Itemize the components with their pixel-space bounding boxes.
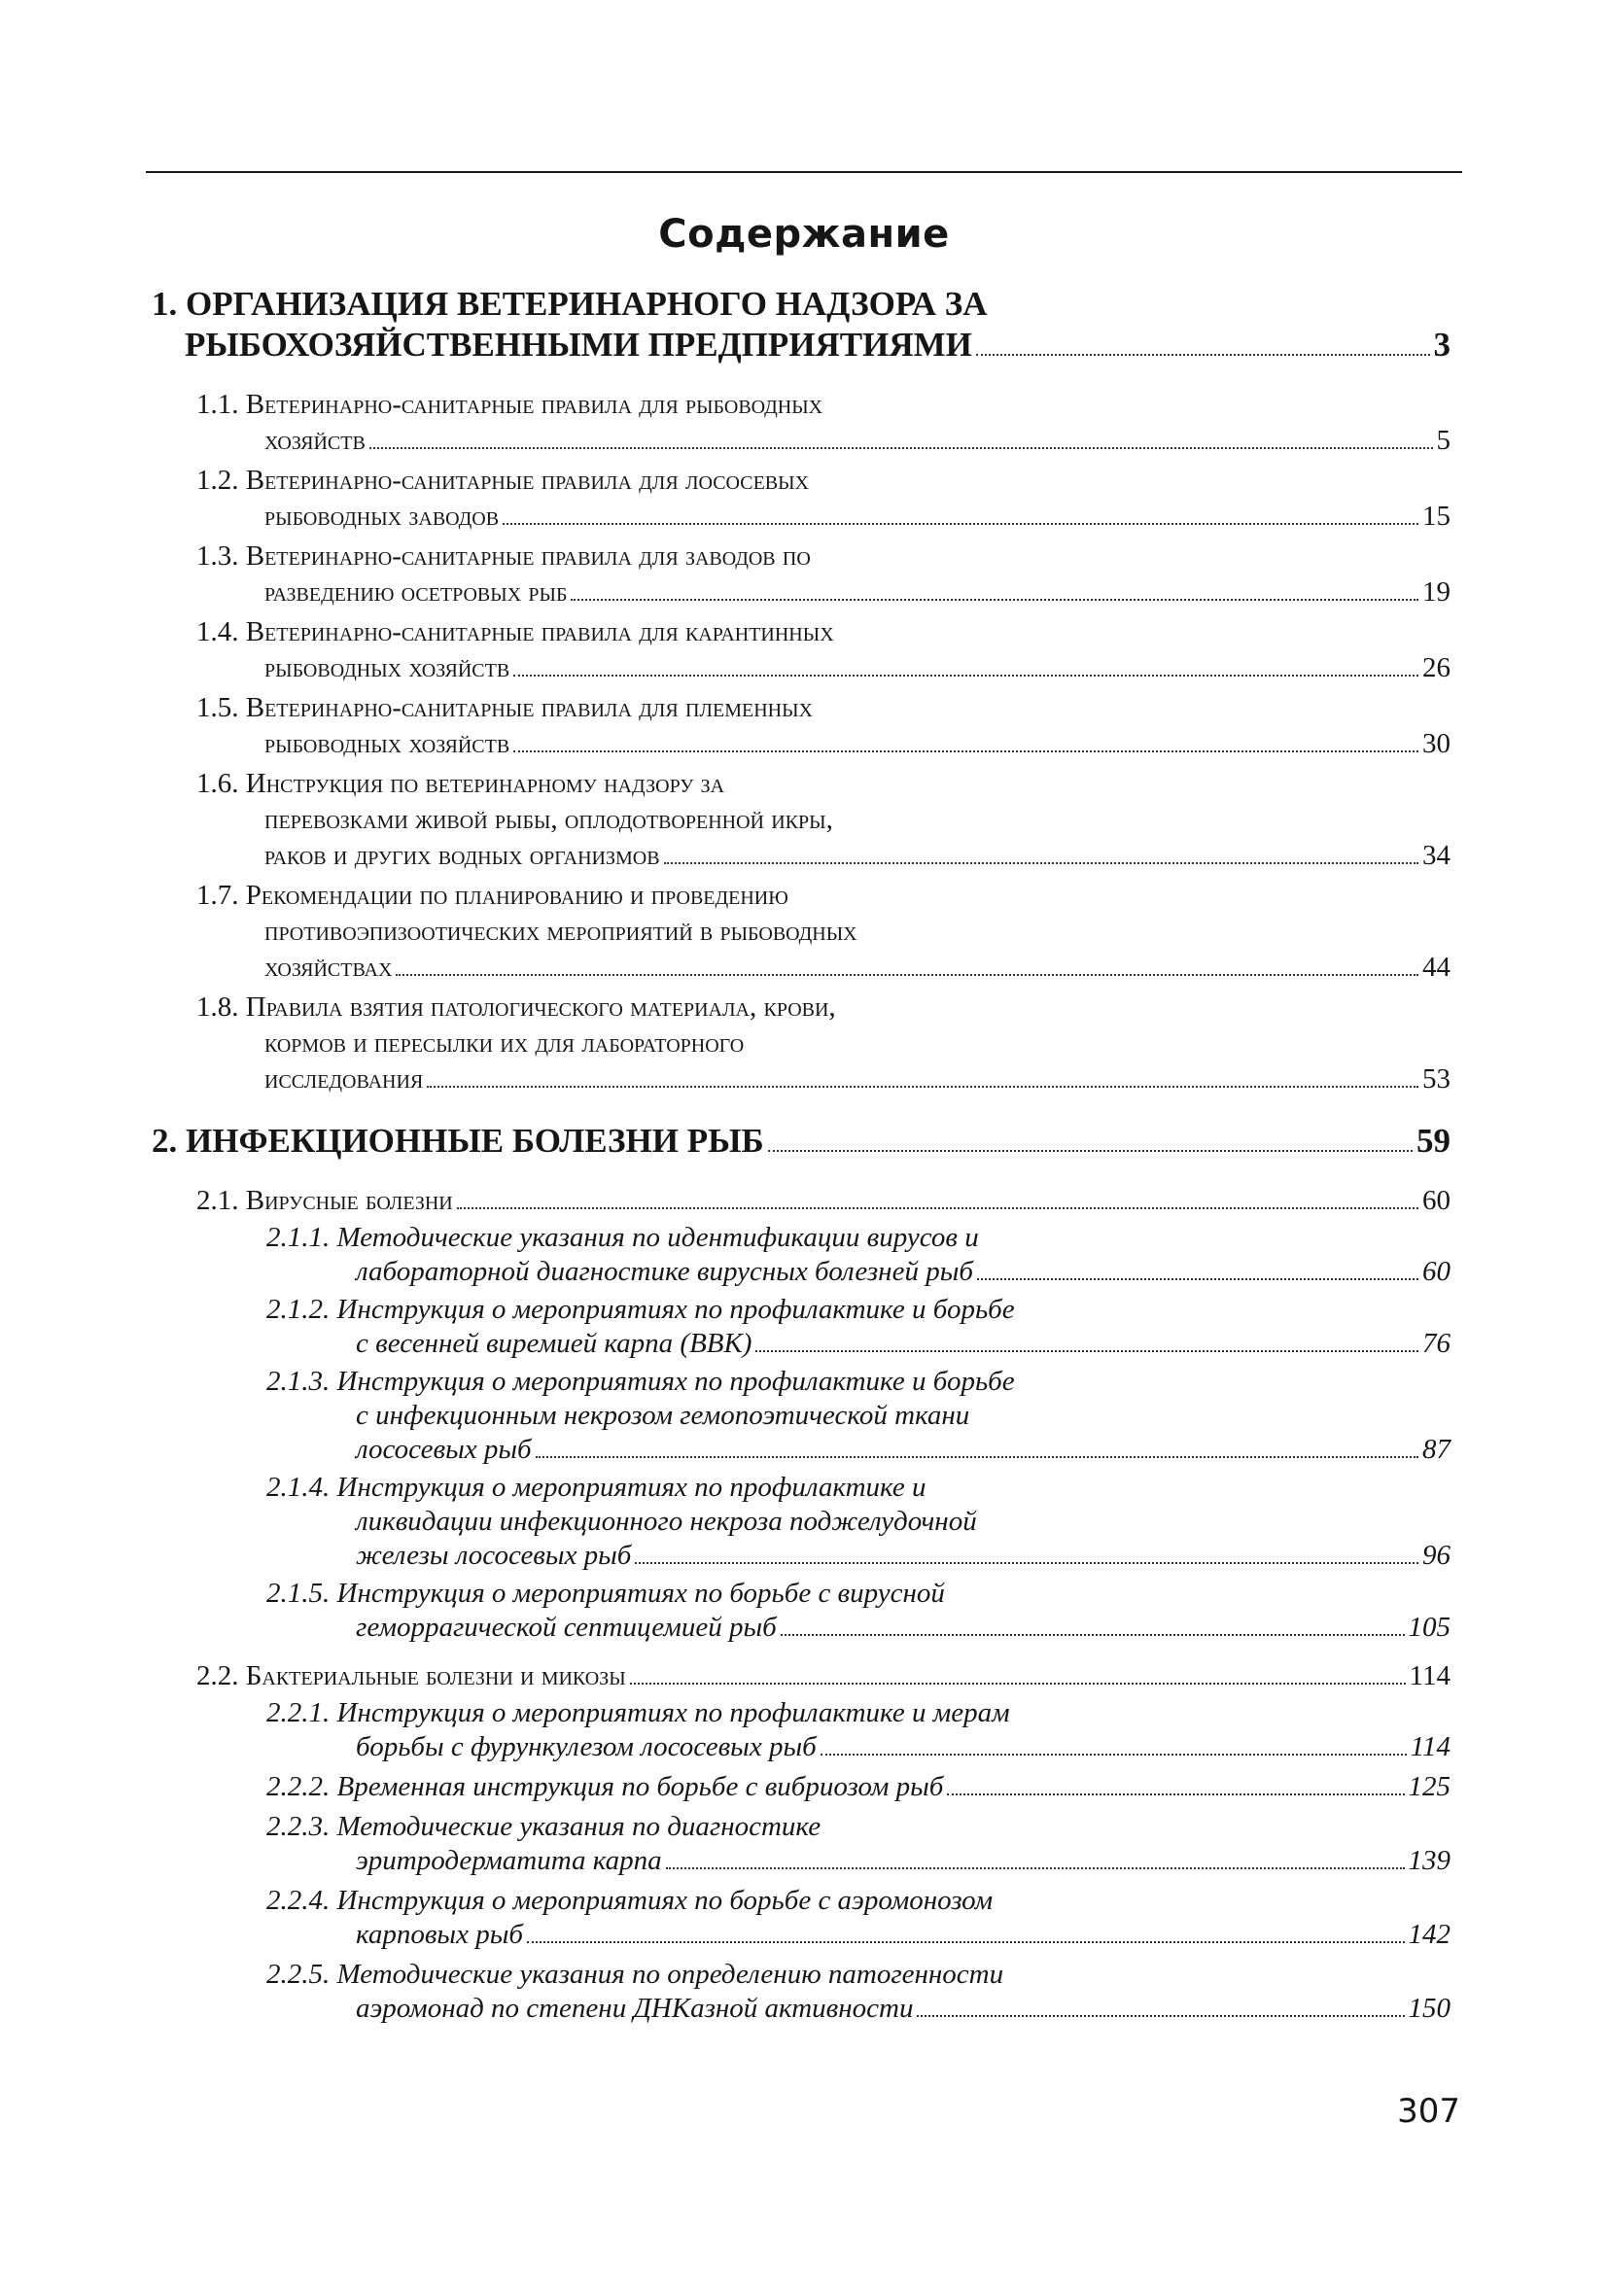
subsection-title-line: ликвидации инфекционного некроза поджелудочной xyxy=(356,1506,977,1537)
section-title-line: раков и других водных организмов xyxy=(264,840,660,871)
subsection-page-number: 114 xyxy=(1410,1731,1451,1762)
section-title-line: рыбоводных хозяйств xyxy=(264,728,510,759)
section-page-number: 44 xyxy=(1422,952,1451,983)
section-title-line: противоэпизоотических мероприятий в рыбоводных xyxy=(264,916,857,947)
section-number: 2.2. xyxy=(196,1660,239,1691)
dot-leader xyxy=(396,974,1418,976)
section-number: 1.4. xyxy=(196,616,239,647)
dot-leader xyxy=(976,354,1430,356)
dot-leader xyxy=(917,2015,1404,2017)
section-title-line: хозяйствах xyxy=(264,952,393,983)
subsection-title-line: лабораторной диагностике вирусных болезней рыб xyxy=(356,1256,973,1287)
subsection-number: 2.1.2. xyxy=(266,1294,331,1325)
subsection-title-line: Методические указания по диагностике xyxy=(336,1811,821,1842)
section-number: 1.8. xyxy=(196,991,239,1023)
dot-leader xyxy=(457,1207,1418,1209)
dot-leader xyxy=(513,750,1418,752)
subsection-title-line: Временная инструкция по борьбе с вибриозом рыб xyxy=(336,1771,944,1802)
dot-leader xyxy=(571,599,1418,601)
subsection-title-line: карповых рыб xyxy=(356,1919,523,1950)
header-rule xyxy=(146,171,1462,173)
toc-section-1-3[interactable] xyxy=(196,539,1451,610)
dot-leader xyxy=(664,862,1418,864)
subsection-title-line: Инструкция о мероприятиях по профилактике и xyxy=(336,1472,926,1503)
toc-section-1-5[interactable] xyxy=(196,690,1451,762)
subsection-page-number: 105 xyxy=(1408,1612,1451,1643)
subsection-page-number: 150 xyxy=(1408,1993,1451,2024)
subsection-title-line: железы лососевых рыб xyxy=(356,1540,632,1571)
subsection-page-number: 139 xyxy=(1408,1845,1451,1876)
dot-leader xyxy=(781,1634,1405,1636)
subsection-title-line: Инструкция о мероприятиях по борьбе с вирусной xyxy=(336,1578,945,1609)
subsection-page-number: 87 xyxy=(1422,1434,1451,1465)
subsection-page-number: 142 xyxy=(1408,1919,1451,1950)
section-title-line: Ветеринарно-санитарные правила для лососевых xyxy=(245,465,810,496)
toc-section-1-6[interactable] xyxy=(196,766,1451,874)
subsection-title-line: борьбы с фурункулезом лососевых рыб xyxy=(356,1731,817,1762)
toc-subsection-2-2-2[interactable] xyxy=(266,1770,1451,1804)
toc-section-1-2[interactable] xyxy=(196,463,1451,535)
section-page-number: 19 xyxy=(1422,576,1451,608)
subsection-number: 2.2.3. xyxy=(266,1811,331,1842)
subsection-number: 2.2.5. xyxy=(266,1959,331,1990)
section-page-number: 5 xyxy=(1436,425,1451,456)
toc-chapter-2[interactable] xyxy=(152,1121,1451,1162)
toc-section-1-7[interactable] xyxy=(196,878,1451,986)
dot-leader xyxy=(369,447,1433,449)
subsection-title-line: геморрагической септицемией рыб xyxy=(356,1612,777,1643)
subsection-title-line: аэромонад по степени ДНКазной активности xyxy=(356,1993,914,2024)
toc-subsection-2-1-5[interactable] xyxy=(266,1577,1451,1645)
subsection-number: 2.2.2. xyxy=(266,1771,331,1802)
chapter-number: 1. xyxy=(152,285,178,323)
section-title-line: Рекомендации по планированию и проведению xyxy=(245,880,788,911)
toc-subsection-2-2-4[interactable] xyxy=(266,1884,1451,1952)
subsection-page-number: 76 xyxy=(1422,1328,1451,1359)
page-title: Содержание xyxy=(658,212,950,257)
section-title-line: Ветеринарно-санитарные правила для племенных xyxy=(245,692,813,723)
chapter-title-line: ОРГАНИЗАЦИЯ ВЕТЕРИНАРНОГО НАДЗОРА ЗА xyxy=(186,285,988,323)
table-of-contents xyxy=(0,284,1608,2026)
subsection-title-line: Инструкция о мероприятиях по профилактике и мерам xyxy=(336,1697,1010,1728)
dot-leader xyxy=(635,1562,1418,1564)
section-page-number: 30 xyxy=(1422,728,1451,759)
section-title-line: рыбоводных хозяйств xyxy=(264,652,510,683)
section-title-line: Бактериальные болезни и микозы xyxy=(245,1660,626,1691)
subsection-page-number: 60 xyxy=(1422,1256,1451,1287)
section-number: 1.6. xyxy=(196,768,239,799)
section-number: 1.5. xyxy=(196,692,239,723)
toc-section-2-1[interactable] xyxy=(196,1183,1451,1219)
subsection-title-line: Инструкция о мероприятиях по профилактике и борьбе xyxy=(336,1366,1015,1397)
dot-leader xyxy=(536,1456,1418,1458)
subsection-title-line: Методические указания по определению патогенности xyxy=(336,1959,1004,1990)
section-page-number: 34 xyxy=(1422,840,1451,871)
toc-subsection-2-1-4[interactable] xyxy=(266,1471,1451,1573)
section-title-line: рыбоводных заводов xyxy=(264,501,500,532)
chapter-page-number: 3 xyxy=(1433,326,1451,364)
subsection-title-line: Методические указания по идентификации вирусов и xyxy=(336,1222,979,1253)
section-title-line: Правила взятия патологического материала, крови, xyxy=(245,991,836,1023)
section-title-line: разведению осетровых рыб xyxy=(264,576,568,608)
dot-leader xyxy=(666,1867,1405,1869)
toc-chapter-1[interactable] xyxy=(152,284,1451,365)
subsection-number: 2.1.5. xyxy=(266,1578,331,1609)
toc-subsection-2-2-1[interactable] xyxy=(266,1696,1451,1764)
dot-leader xyxy=(527,1941,1405,1943)
section-number: 2.1. xyxy=(196,1185,239,1216)
subsection-page-number: 125 xyxy=(1408,1771,1451,1802)
section-page-number: 114 xyxy=(1409,1660,1451,1691)
section-title-line: исследования xyxy=(264,1063,424,1095)
subsection-title-line: с весенней виремией карпа (ВВК) xyxy=(356,1328,752,1359)
page-number: 307 xyxy=(1397,2092,1460,2131)
toc-section-1-8[interactable] xyxy=(196,990,1451,1097)
subsection-number: 2.1.1. xyxy=(266,1222,331,1253)
dot-leader xyxy=(503,523,1418,525)
dot-leader xyxy=(977,1278,1418,1280)
chapter-title-line: ИНФЕКЦИОННЫЕ БОЛЕЗНИ РЫБ xyxy=(186,1122,764,1160)
section-title-line: кормов и пересылки их для лабораторного xyxy=(264,1027,745,1059)
subsection-number: 2.1.4. xyxy=(266,1472,331,1503)
section-number: 1.2. xyxy=(196,465,239,496)
section-page-number: 26 xyxy=(1422,652,1451,683)
section-page-number: 53 xyxy=(1422,1063,1451,1095)
section-number: 1.3. xyxy=(196,540,239,572)
chapter-title-line: РЫБОХОЗЯЙСТВЕННЫМИ ПРЕДПРИЯТИЯМИ xyxy=(185,326,972,364)
dot-leader xyxy=(427,1086,1418,1088)
section-number: 1.1. xyxy=(196,389,239,420)
section-title-line: Ветеринарно-санитарные правила для рыбоводных xyxy=(245,389,823,420)
subsection-number: 2.1.3. xyxy=(266,1366,331,1397)
subsection-title-line: с инфекционным некрозом гемопоэтической ткани xyxy=(356,1400,970,1431)
toc-subsection-2-1-2[interactable] xyxy=(266,1293,1451,1361)
dot-leader xyxy=(755,1350,1418,1352)
subsection-title-line: эритродерматита карпа xyxy=(356,1845,662,1876)
section-page-number: 60 xyxy=(1422,1185,1451,1216)
subsection-page-number: 96 xyxy=(1422,1540,1451,1571)
dot-leader xyxy=(768,1150,1413,1152)
toc-subsection-2-1-1[interactable] xyxy=(266,1221,1451,1289)
toc-subsection-2-2-5[interactable] xyxy=(266,1958,1451,2026)
dot-leader xyxy=(821,1754,1407,1756)
subsection-title-line: Инструкция о мероприятиях по борьбе с аэромонозом xyxy=(336,1885,994,1916)
section-title-line: хозяйств xyxy=(264,425,366,456)
section-title-line: Инструкция по ветеринарному надзору за xyxy=(245,768,725,799)
subsection-title-line: Инструкция о мероприятиях по профилактике и борьбе xyxy=(336,1294,1015,1325)
section-title-line: Ветеринарно-санитарные правила для заводов по xyxy=(245,540,811,572)
toc-subsection-2-1-3[interactable] xyxy=(266,1365,1451,1467)
toc-section-1-1[interactable] xyxy=(196,387,1451,459)
section-title-line: перевозками живой рыбы, оплодотворенной икры, xyxy=(264,804,833,835)
chapter-page-number: 59 xyxy=(1416,1122,1451,1160)
dot-leader xyxy=(630,1683,1406,1685)
dot-leader xyxy=(513,675,1418,677)
toc-subsection-2-2-3[interactable] xyxy=(266,1810,1451,1878)
section-title-line: Ветеринарно-санитарные правила для карантинных xyxy=(245,616,834,647)
section-number: 1.7. xyxy=(196,880,239,911)
toc-section-1-4[interactable] xyxy=(196,614,1451,686)
subsection-title-line: лососевых рыб xyxy=(356,1434,532,1465)
dot-leader xyxy=(947,1793,1404,1795)
toc-section-2-2[interactable] xyxy=(196,1658,1451,1694)
chapter-number: 2. xyxy=(152,1122,178,1160)
section-page-number: 15 xyxy=(1422,501,1451,532)
subsection-number: 2.2.4. xyxy=(266,1885,331,1916)
section-title-line: Вирусные болезни xyxy=(245,1185,453,1216)
subsection-number: 2.2.1. xyxy=(266,1697,331,1728)
